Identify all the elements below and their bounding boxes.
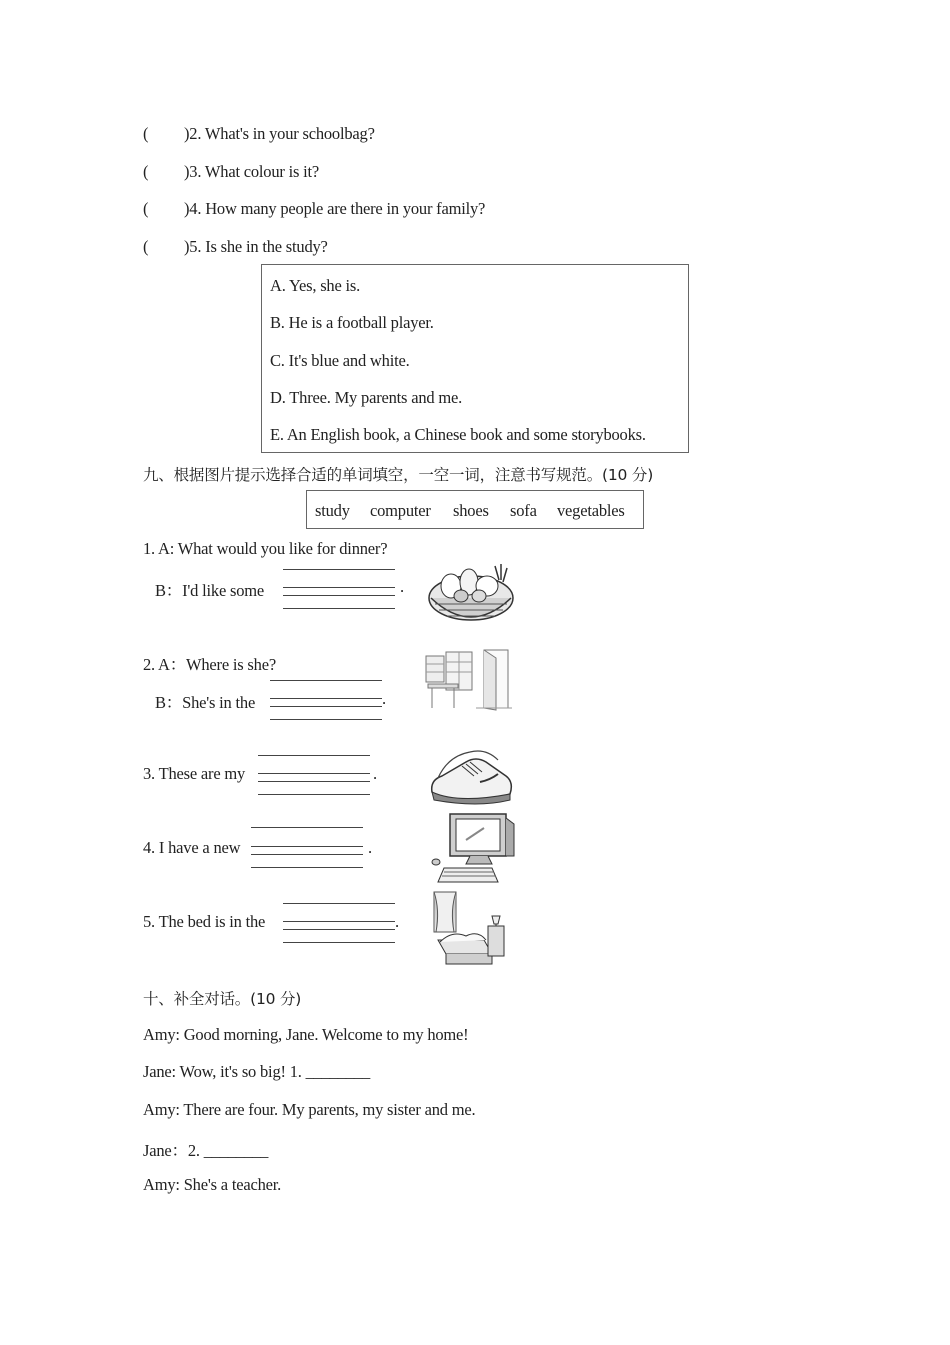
- writing-line[interactable]: [283, 903, 395, 904]
- writing-line[interactable]: [283, 595, 395, 596]
- writing-line[interactable]: [283, 587, 395, 588]
- writing-line[interactable]: [251, 827, 363, 828]
- question-3: )3. What colour is it?: [184, 162, 320, 181]
- sentence-period: .: [368, 838, 372, 857]
- item-1-answer-prefix: B：I'd like some: [155, 581, 265, 600]
- dialogue-line: Jane: Wow, it's so big! 1. ________: [143, 1062, 371, 1081]
- word-bank: [306, 490, 644, 529]
- option-b: B. He is a football player.: [270, 313, 434, 332]
- writing-line[interactable]: [270, 680, 382, 681]
- dialogue-line: Amy: Good morning, Jane. Welcome to my home!: [143, 1025, 469, 1044]
- writing-line[interactable]: [283, 608, 395, 609]
- option-c: C. It's blue and white.: [270, 351, 410, 370]
- dialogue-line: Amy: She's a teacher.: [143, 1175, 282, 1194]
- options-box: [261, 264, 689, 453]
- writing-line[interactable]: [283, 569, 395, 570]
- writing-line[interactable]: [283, 921, 395, 922]
- writing-line[interactable]: [270, 719, 382, 720]
- word-bank-item: vegetables: [557, 501, 625, 520]
- computer-icon: [430, 812, 516, 886]
- answer-paren[interactable]: (: [143, 124, 149, 143]
- writing-line[interactable]: [251, 846, 363, 847]
- item-4-answer-prefix: 4. I have a new: [143, 838, 241, 857]
- writing-line[interactable]: [283, 929, 395, 930]
- sentence-period: .: [382, 689, 386, 708]
- writing-line[interactable]: [270, 698, 382, 699]
- writing-line[interactable]: [270, 706, 382, 707]
- writing-line[interactable]: [258, 794, 370, 795]
- writing-line[interactable]: [251, 854, 363, 855]
- option-a: A. Yes, she is.: [270, 276, 361, 295]
- answer-paren[interactable]: (: [143, 199, 149, 218]
- item-3-answer-prefix: 3. These are my: [143, 764, 246, 783]
- item-5-answer-prefix: 5. The bed is in the: [143, 912, 266, 931]
- section-10-heading: 十、补全对话。(10 分): [143, 990, 302, 1008]
- section-9-heading: 九、根据图片提示选择合适的单词填空，一空一词，注意书写规范。(10 分): [143, 466, 654, 484]
- word-bank-item: study: [315, 501, 350, 520]
- word-bank-item: computer: [370, 501, 431, 520]
- sentence-period: .: [373, 764, 377, 783]
- question-2: )2. What's in your schoolbag?: [184, 124, 375, 143]
- sentence-period: .: [395, 912, 399, 931]
- item-1-question: 1. A: What would you like for dinner?: [143, 539, 388, 558]
- item-2-answer-prefix: B：She's in the: [155, 693, 256, 712]
- study-room-icon: [424, 648, 514, 712]
- word-bank-item: sofa: [510, 501, 537, 520]
- sneaker-icon: [428, 742, 514, 808]
- dialogue-line: Jane：2. ________: [143, 1141, 269, 1160]
- option-e: E. An English book, a Chinese book and some storybooks.: [270, 425, 646, 444]
- bedroom-icon: [432, 890, 508, 970]
- dialogue-line: Amy: There are four. My parents, my sister and me.: [143, 1100, 476, 1119]
- answer-paren[interactable]: (: [143, 162, 149, 181]
- question-5: )5. Is she in the study?: [184, 237, 328, 256]
- writing-line[interactable]: [258, 773, 370, 774]
- writing-line[interactable]: [251, 867, 363, 868]
- vegetable-basket-icon: [425, 556, 517, 628]
- writing-line[interactable]: [258, 781, 370, 782]
- word-bank-item: shoes: [453, 501, 489, 520]
- sentence-period: .: [400, 577, 404, 596]
- writing-line[interactable]: [258, 755, 370, 756]
- option-d: D. Three. My parents and me.: [270, 388, 463, 407]
- writing-line[interactable]: [283, 942, 395, 943]
- question-4: )4. How many people are there in your family?: [184, 199, 486, 218]
- item-2-question: 2. A：Where is she?: [143, 655, 276, 674]
- answer-paren[interactable]: (: [143, 237, 149, 256]
